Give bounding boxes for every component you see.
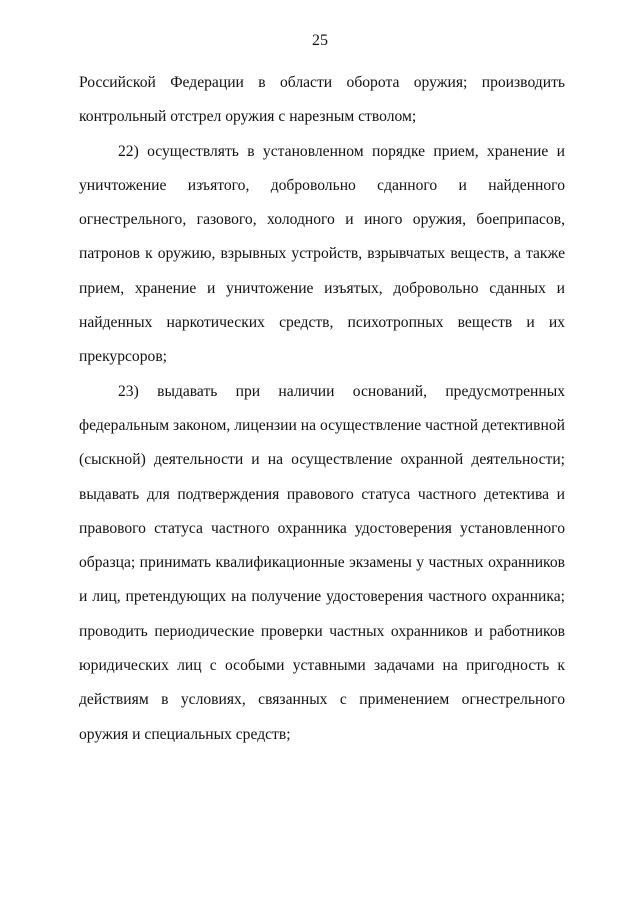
paragraph-item-23: 23) выдавать при наличии оснований, предусмотренных федеральным законом, лицензии на осуществление частной детективной (сыскной) деятельности и на осуществление охранной деятельности; выдавать для подтверждения правового статуса частного детектива и правового статуса частного охранника удостоверения установленного образца; принимать квалификационные экзамены у частных охранников и лиц, претендующих на получение удостоверения частного охранника; проводить периодические проверки частных охранников и работников юридических лиц с особыми уставными задачами на пригодность к действиям в условиях, связанных с применением огнестрельного оружия и специальных средств; <box>79 382 565 743</box>
page-number: 25 <box>312 32 328 49</box>
document-body <box>79 66 565 752</box>
paragraph-item-22: 22) осуществлять в установленном порядке прием, хранение и уничтожение изъятого, добровольно сданного и найденного огнестрельного, газового, холодного и иного оружия, боеприпасов, патронов к оружию, взрывных устройств, взрывчатых веществ, а также прием, хранение и уничтожение изъятых, добровольно сданных и найденных наркотических средств, психотропных веществ и их прекурсоров; <box>79 142 565 366</box>
paragraph-continuation: Российской Федерации в области оборота оружия; производить контрольный отстрел оружия с нарезным стволом; <box>79 74 565 126</box>
